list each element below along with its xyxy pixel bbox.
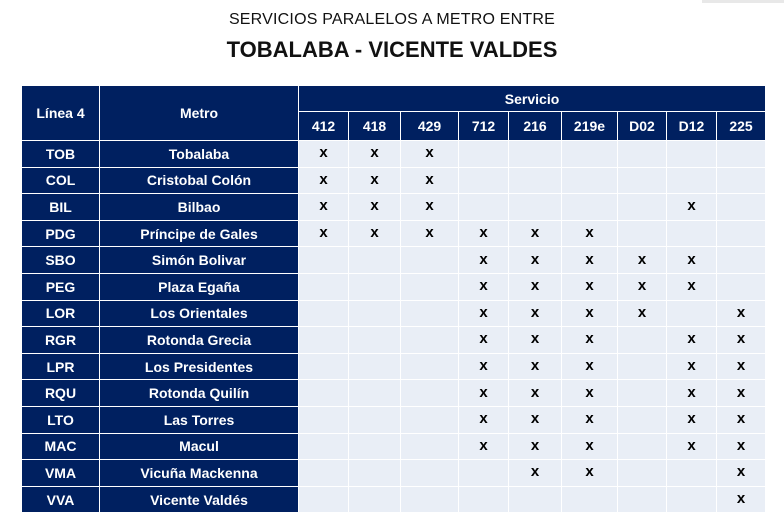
service-mark: x (370, 224, 379, 242)
service-cell (401, 486, 459, 513)
service-cell (401, 141, 459, 168)
service-mark: x (637, 303, 647, 321)
service-header: 712 (459, 112, 509, 141)
service-cell (618, 247, 667, 274)
service-mark: x (425, 197, 434, 215)
service-cell (459, 300, 509, 327)
service-mark: x (425, 224, 434, 242)
table-row (22, 141, 766, 168)
service-mark: x (425, 170, 434, 188)
service-cell (618, 300, 667, 327)
service-cell (401, 194, 459, 221)
service-cell (349, 247, 401, 274)
service-header: 216 (509, 112, 562, 141)
service-mark: x (687, 250, 696, 268)
service-cell (717, 167, 766, 194)
service-mark: x (530, 463, 540, 481)
service-mark: x (319, 224, 328, 242)
station-name: Rotonda Quilín (100, 380, 299, 407)
station-name: Bilbao (100, 194, 299, 221)
service-cell (349, 300, 401, 327)
service-mark: x (530, 224, 540, 242)
service-cell (299, 380, 349, 407)
service-mark: x (585, 357, 594, 375)
service-mark: x (530, 410, 540, 428)
service-cell (717, 327, 766, 354)
service-cell (717, 486, 766, 513)
station-name: Plaza Egaña (100, 273, 299, 300)
service-cell (299, 141, 349, 168)
service-cell (401, 406, 459, 433)
service-mark: x (479, 436, 488, 454)
table-row (22, 194, 766, 221)
service-cell (562, 194, 618, 221)
service-cell (349, 460, 401, 487)
service-cell (299, 406, 349, 433)
service-mark: x (687, 277, 696, 295)
service-cell (509, 141, 562, 168)
station-code: LTO (22, 406, 100, 433)
page-subtitle: SERVICIOS PARALELOS A METRO ENTRE (228, 11, 556, 28)
service-cell (459, 486, 509, 513)
service-cell (459, 194, 509, 221)
service-cell (349, 406, 401, 433)
service-mark: x (585, 463, 594, 481)
service-cell (509, 460, 562, 487)
service-cell (618, 353, 667, 380)
service-cell (667, 220, 717, 247)
service-cell (349, 167, 401, 194)
service-cell (562, 167, 618, 194)
service-cell (667, 353, 717, 380)
service-cell (509, 327, 562, 354)
service-cell (459, 380, 509, 407)
service-mark: x (687, 383, 696, 401)
service-cell (562, 380, 618, 407)
header-servicio: Servicio (299, 86, 766, 112)
service-mark: x (687, 197, 696, 215)
service-header: 429 (401, 112, 459, 141)
service-cell (509, 486, 562, 513)
service-cell (459, 247, 509, 274)
service-cell (717, 406, 766, 433)
service-cell (509, 167, 562, 194)
station-code: COL (22, 167, 100, 194)
table-row (22, 273, 766, 300)
service-mark: x (736, 330, 746, 348)
service-mark: x (687, 330, 696, 348)
service-mark: x (479, 224, 488, 242)
service-mark: x (530, 277, 540, 295)
station-name: Vicuña Mackenna (100, 460, 299, 487)
service-cell (459, 167, 509, 194)
service-mark: x (637, 250, 647, 268)
station-name: Vicente Valdés (100, 486, 299, 513)
service-cell (562, 300, 618, 327)
service-cell (618, 141, 667, 168)
service-mark: x (585, 303, 594, 321)
service-mark: x (319, 170, 328, 188)
service-cell (349, 380, 401, 407)
station-code: TOB (22, 141, 100, 168)
station-code: SBO (22, 247, 100, 274)
station-code: PEG (22, 273, 100, 300)
service-cell (459, 273, 509, 300)
service-cell (349, 353, 401, 380)
service-cell (618, 220, 667, 247)
service-mark: x (585, 330, 594, 348)
service-cell (509, 380, 562, 407)
station-code: MAC (22, 433, 100, 460)
service-mark: x (736, 490, 746, 508)
service-cell (509, 353, 562, 380)
service-cell (717, 141, 766, 168)
service-mark: x (479, 250, 488, 268)
service-cell (562, 406, 618, 433)
service-mark: x (736, 410, 746, 428)
service-mark: x (530, 357, 540, 375)
service-cell (618, 406, 667, 433)
station-code: LOR (22, 300, 100, 327)
station-name: Rotonda Grecia (100, 327, 299, 354)
service-cell (667, 406, 717, 433)
service-mark: x (585, 277, 594, 295)
service-cell (401, 220, 459, 247)
service-cell (562, 486, 618, 513)
service-mark: x (736, 383, 746, 401)
service-cell (299, 460, 349, 487)
service-mark: x (736, 463, 746, 481)
service-cell (299, 327, 349, 354)
station-name: Tobalaba (100, 141, 299, 168)
service-cell (401, 273, 459, 300)
service-cell (459, 220, 509, 247)
service-cell (299, 167, 349, 194)
service-cell (618, 327, 667, 354)
service-cell (349, 433, 401, 460)
service-cell (717, 353, 766, 380)
service-cell (618, 273, 667, 300)
service-mark: x (319, 144, 328, 162)
service-cell (667, 247, 717, 274)
service-cell (401, 327, 459, 354)
service-cell (618, 380, 667, 407)
service-cell (509, 247, 562, 274)
service-mark: x (585, 250, 594, 268)
service-cell (667, 380, 717, 407)
service-cell (509, 406, 562, 433)
service-cell (349, 273, 401, 300)
service-mark: x (687, 436, 696, 454)
service-cell (459, 353, 509, 380)
header-linea: Línea 4 (22, 86, 100, 141)
table-row (22, 433, 766, 460)
station-name: Los Orientales (100, 300, 299, 327)
service-cell (562, 327, 618, 354)
service-mark: x (530, 303, 540, 321)
service-mark: x (530, 250, 540, 268)
service-cell (562, 220, 618, 247)
service-mark: x (479, 410, 488, 428)
service-cell (717, 433, 766, 460)
service-cell (299, 486, 349, 513)
service-cell (562, 273, 618, 300)
service-cell (618, 433, 667, 460)
service-mark: x (530, 436, 540, 454)
service-cell (299, 300, 349, 327)
station-code: VVA (22, 486, 100, 513)
service-cell (562, 141, 618, 168)
service-cell (459, 433, 509, 460)
service-cell (401, 300, 459, 327)
station-code: VMA (22, 460, 100, 487)
service-cell (667, 327, 717, 354)
service-cell (401, 433, 459, 460)
service-cell (349, 141, 401, 168)
station-code: RQU (22, 380, 100, 407)
table-row (22, 247, 766, 274)
service-mark: x (637, 277, 647, 295)
service-mark: x (585, 224, 594, 242)
service-header: 418 (349, 112, 401, 141)
service-cell (562, 433, 618, 460)
service-cell (667, 167, 717, 194)
service-cell (299, 220, 349, 247)
service-cell (717, 220, 766, 247)
service-header: 225 (717, 112, 766, 141)
service-cell (459, 406, 509, 433)
header-metro: Metro (100, 86, 299, 141)
service-cell (459, 327, 509, 354)
service-cell (717, 380, 766, 407)
station-code: BIL (22, 194, 100, 221)
service-cell (459, 460, 509, 487)
service-cell (401, 380, 459, 407)
service-mark: x (736, 303, 746, 321)
service-mark: x (479, 383, 488, 401)
service-cell (618, 167, 667, 194)
table-row (22, 167, 766, 194)
service-cell (349, 194, 401, 221)
station-name: Príncipe de Gales (100, 220, 299, 247)
service-mark: x (687, 410, 696, 428)
service-mark: x (530, 383, 540, 401)
service-cell (509, 273, 562, 300)
service-cell (717, 460, 766, 487)
station-name: Las Torres (100, 406, 299, 433)
service-cell (509, 300, 562, 327)
service-cell (717, 273, 766, 300)
page-title: TOBALABA - VICENTE VALDES (226, 37, 558, 62)
service-mark: x (736, 357, 746, 375)
service-mark: x (479, 277, 488, 295)
service-cell (667, 300, 717, 327)
service-mark: x (319, 197, 328, 215)
service-cell (349, 327, 401, 354)
service-cell (618, 460, 667, 487)
service-cell (509, 433, 562, 460)
service-cell (618, 486, 667, 513)
service-mark: x (479, 330, 488, 348)
service-cell (717, 300, 766, 327)
station-name: Los Presidentes (100, 353, 299, 380)
service-mark: x (687, 357, 696, 375)
service-mark: x (530, 330, 540, 348)
service-cell (562, 247, 618, 274)
station-code: LPR (22, 353, 100, 380)
service-mark: x (585, 436, 594, 454)
service-cell (717, 194, 766, 221)
service-cell (401, 247, 459, 274)
service-cell (667, 460, 717, 487)
table-row (22, 460, 766, 487)
service-cell (667, 486, 717, 513)
service-cell (667, 273, 717, 300)
table-row (22, 327, 766, 354)
service-cell (562, 460, 618, 487)
station-name: Cristobal Colón (100, 167, 299, 194)
service-mark: x (425, 144, 434, 162)
service-cell (401, 353, 459, 380)
service-cell (299, 353, 349, 380)
service-cell (299, 247, 349, 274)
service-mark: x (585, 410, 594, 428)
corner-mark (702, 0, 784, 3)
table-row (22, 406, 766, 433)
service-cell (667, 194, 717, 221)
service-mark: x (479, 357, 488, 375)
service-cell (618, 194, 667, 221)
station-name: Simón Bolivar (100, 247, 299, 274)
service-mark: x (370, 170, 379, 188)
station-name: Macul (100, 433, 299, 460)
service-header: D12 (667, 112, 717, 141)
service-mark: x (370, 144, 379, 162)
service-cell (509, 220, 562, 247)
service-cell (401, 460, 459, 487)
table-row (22, 380, 766, 407)
table-row (22, 353, 766, 380)
service-cell (349, 486, 401, 513)
station-code: RGR (22, 327, 100, 354)
service-cell (459, 141, 509, 168)
service-mark: x (585, 383, 594, 401)
services-table (21, 85, 766, 513)
service-cell (299, 273, 349, 300)
service-cell (401, 167, 459, 194)
table-row (22, 486, 766, 513)
service-header: 219e (562, 112, 618, 141)
service-mark: x (736, 436, 746, 454)
station-code: PDG (22, 220, 100, 247)
service-cell (509, 194, 562, 221)
service-cell (562, 353, 618, 380)
service-cell (717, 247, 766, 274)
service-mark: x (479, 303, 488, 321)
service-cell (667, 433, 717, 460)
service-header: D02 (618, 112, 667, 141)
service-cell (299, 433, 349, 460)
service-cell (349, 220, 401, 247)
table-row (22, 220, 766, 247)
service-header: 412 (299, 112, 349, 141)
service-cell (299, 194, 349, 221)
service-cell (667, 141, 717, 168)
table-row (22, 300, 766, 327)
service-mark: x (370, 197, 379, 215)
